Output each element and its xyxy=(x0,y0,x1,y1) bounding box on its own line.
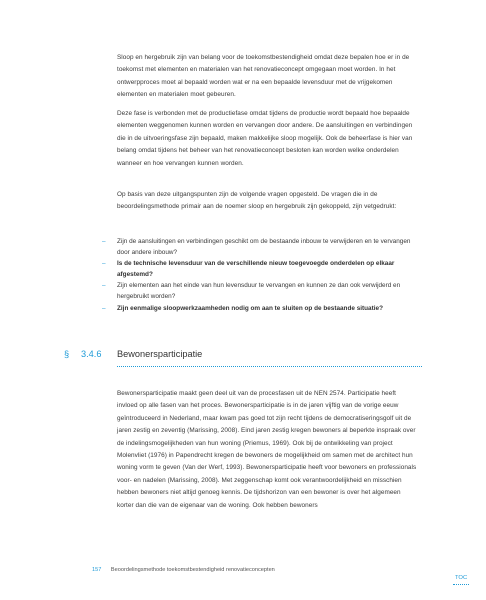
toc-divider xyxy=(453,584,469,585)
section-heading xyxy=(64,349,424,371)
bullet-dash: – xyxy=(102,260,106,268)
section-paragraph: Bewonersparticipatie maakt geen deel uit van de procesfasen uit de NEN 2574. Participatie heeft invloed op alle fasen van het proces. Bewonersparticipatie is in de jaren vijftig van de vorige eeuw geïntroduceerd in Nederland, maar kwam pas goed tot zijn recht tijdens de democratiseringsgolf uit de jaren zestig en zeventig (Marissing, 2008). Eind jaren zestig kregen bewoners al beperkte inspraak over de indelingsmogelijkheden van hun woning (Priemus, 1969). Ook bij de ontwikkeling van project Molenvliet (1976) in Papendrecht kregen de bewoners de mogelijkheid om samen met de architect hun woning vorm te geven (Van der Werf, 1993). Bewonersparticipatie heeft voor bewoners en professionals voor- en nadelen (Marissing, 2008). Met zeggenschap komt ook verantwoordelijkheid en misschien hebben bewoners niet altijd genoeg kennis. De tijdshorizon van een bewoner is over het algemeen korter dan die van de eigenaar van de woning. Ook hebben bewoners xyxy=(117,390,417,509)
question-text-3: Zijn elementen aan het einde van hun levensduur te vervangen en kunnen ze dan ook verwijderd en hergebruikt worden? xyxy=(117,282,401,300)
question-item-4 xyxy=(102,304,422,315)
section-divider xyxy=(117,366,422,367)
bullet-dash: – xyxy=(102,238,106,245)
question-text-4: Zijn eenmalige sloopwerkzaamheden nodig om aan te sluiten op de bestaande situatie? xyxy=(117,304,383,312)
bullet-dash: – xyxy=(102,282,106,290)
toc-link[interactable]: TOC xyxy=(455,575,468,581)
paragraph-1: Sloop en hergebruik zijn van belang voor de toekomstbestendigheid omdat deze bepalen hoe er in de toekomst met elementen en materialen van het renovatieconcept omgegaan moet worden. In het ontwerpproces moet al bepaald worden wat er na een bepaalde levensduur met de vrijgekomen elementen en materialen moet gebeuren. xyxy=(117,54,410,99)
bullet-dash: – xyxy=(102,304,106,312)
footer-title: Beoordelingsmethode toekomstbestendigheid renovatieconcepten xyxy=(110,567,275,573)
paragraph-3: Op basis van deze uitgangspunten zijn de volgende vragen opgesteld. De vragen die in de beoordelingsmethode primair aan de noemer sloop en hergebruik zijn gekoppeld, zijn vetgedrukt: xyxy=(117,191,397,211)
question-list xyxy=(102,237,422,315)
page-footer xyxy=(92,567,275,573)
page-number: 157 xyxy=(92,567,102,573)
paragraph-2: Deze fase is verbonden met de productiefase omdat tijdens de productie wordt bepaald hoe bepaalde elementen weggenomen kunnen worden en vervangen door andere. De aansluitingen en verbindingen die in de uitvoeringsfase zijn bepaald, maken makkelijke sloop mogelijk. Ook de beheerfase is hier van belang omdat tijdens het beheer van het renovatieconcept besloten kan worden welke onderdelen wanneer en hoe vervangen kunnen worden. xyxy=(117,110,413,167)
question-text-2: Is de technische levensduur van de verschillende nieuw toegevoegde onderdelen op elkaar afgestemd? xyxy=(117,260,395,278)
section-title: Bewonersparticipatie xyxy=(117,349,203,359)
question-item-2 xyxy=(102,259,422,280)
section-number: 3.4.6 xyxy=(81,349,102,359)
question-item-3 xyxy=(102,281,422,302)
question-text-1: Zijn de aansluitingen en verbindingen geschikt om de bestaande inbouw te verwijderen en te vervangen door andere inbouw? xyxy=(117,238,411,256)
section-symbol: § xyxy=(64,349,70,359)
question-item-1 xyxy=(102,237,422,258)
